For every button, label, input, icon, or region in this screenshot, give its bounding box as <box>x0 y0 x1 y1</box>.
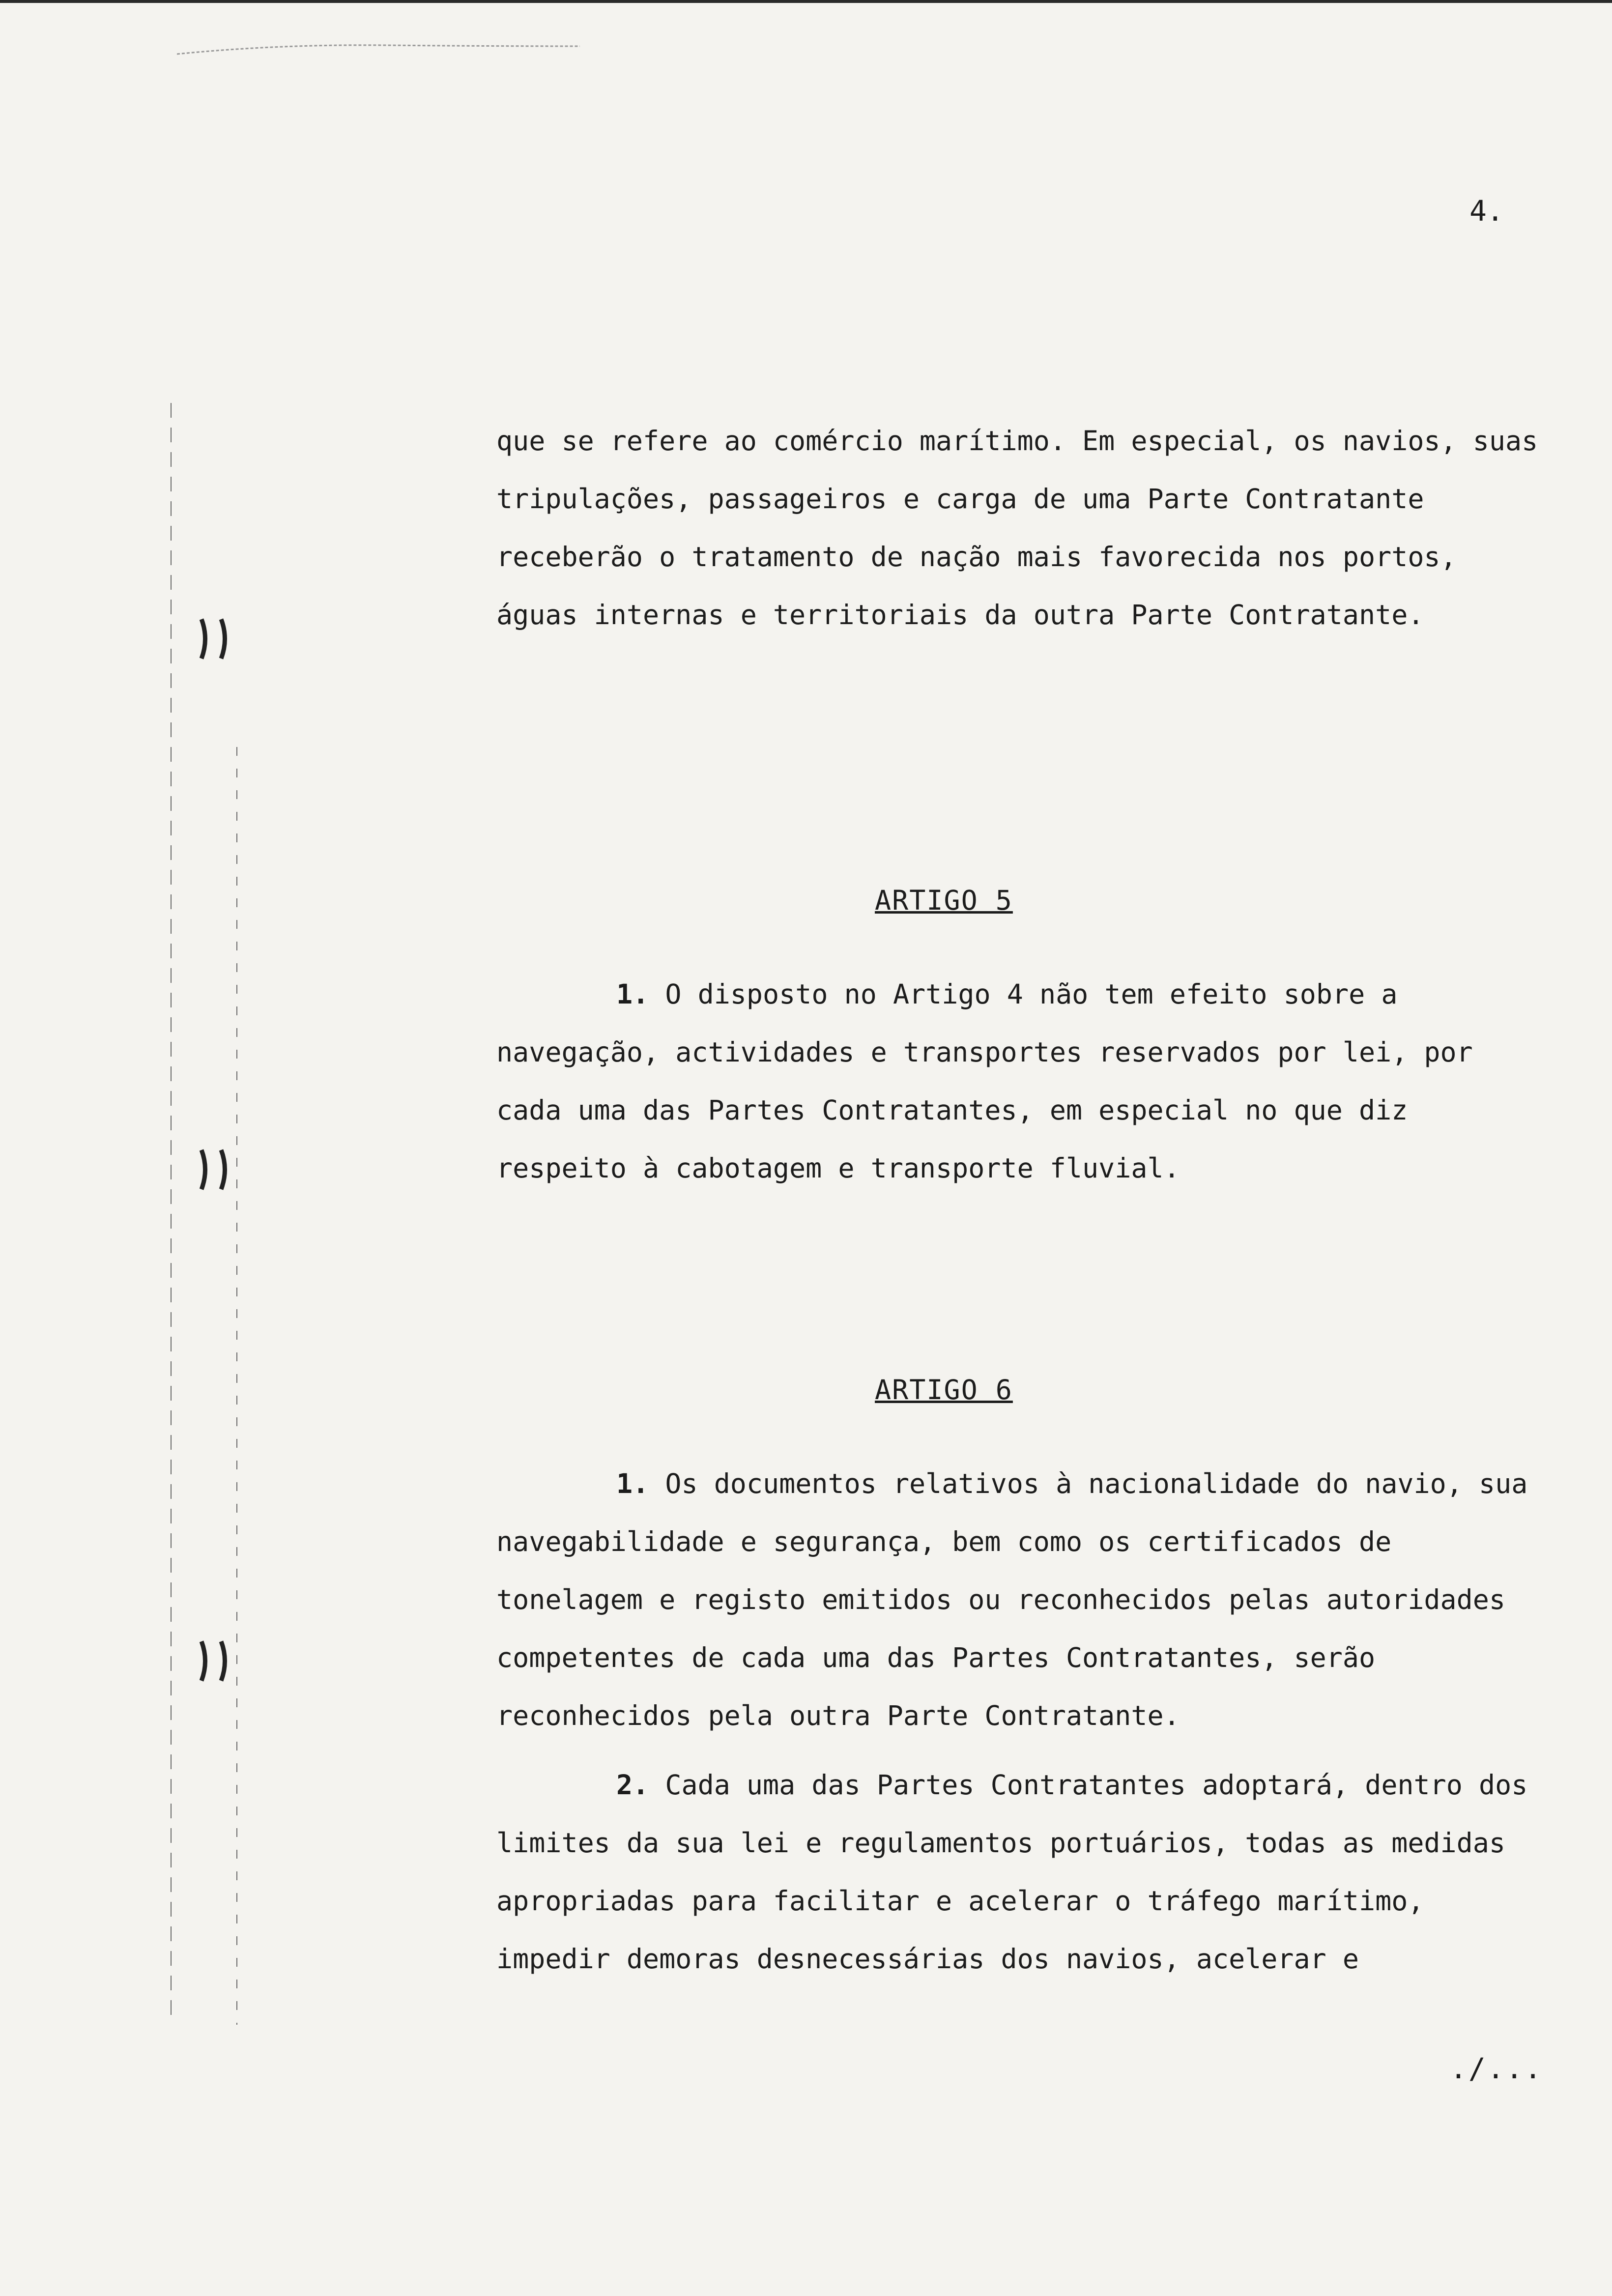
artigo-6-paragraph-1 <box>496 1455 1548 1745</box>
artigo-5-paragraph <box>496 965 1548 1197</box>
artigo-6-paragraph-2 <box>496 1756 1548 1988</box>
artigo-5-number: 1. <box>616 978 649 1010</box>
heading-artigo-6: ARTIGO 6 <box>875 1374 1013 1406</box>
artigo-5-text: O disposto no Artigo 4 não tem efeito sobre a navegação, actividades e transportes reservados por lei, por cada uma das Partes Contratantes, em especial no que diz respeito à cabotagem e transporte fluvial. <box>496 978 1473 1184</box>
artigo-6-text-2: Cada uma das Partes Contratantes adoptará, dentro dos limites da sua lei e regulamentos portuários, todas as medidas apropriadas para facilitar e acelerar o tráfego marítimo, impedir demoras desnecessárias dos navios, acelerar e <box>496 1769 1528 1975</box>
continuation-mark: ./... <box>1450 2052 1543 2085</box>
page-number: 4. <box>1469 194 1504 228</box>
heading-artigo-5: ARTIGO 5 <box>875 885 1013 916</box>
intro-paragraph: que se refere ao comércio marítimo. Em especial, os navios, suas tripulações, passageiros e carga de uma Parte Contratante receberão o tratamento de nação mais favorecida nos portos, águas internas e territoriais da outra Parte Contratante. <box>496 425 1538 631</box>
artigo-6-number-1: 1. <box>616 1468 649 1499</box>
binder-holes <box>147 403 285 2025</box>
page-top-edge <box>0 0 1612 3</box>
artigo-6-text-1: Os documentos relativos à nacionalidade do navio, sua navegabilidade e segurança, bem como os certificados de tonelagem e registo emitidos ou reconhecidos pelas autoridades competentes de cada uma das Partes Contratantes, serão reconhecidos pela outra Parte Contratante. <box>496 1468 1528 1731</box>
scan-smudge <box>177 39 580 59</box>
artigo-6-number-2: 2. <box>616 1769 649 1801</box>
